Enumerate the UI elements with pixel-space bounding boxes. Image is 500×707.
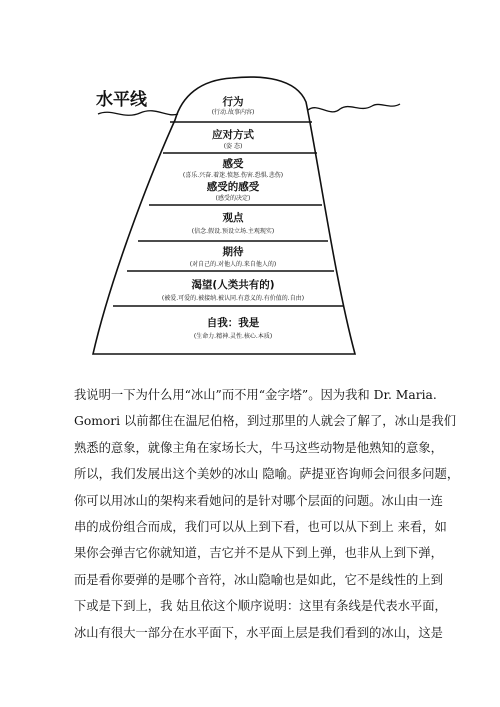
level-subtitle-feelings: (喜乐.兴奋.着迷.愤怒.伤害.恐惧.悲伤) (182, 172, 284, 179)
level-title-perceptions: 观点 (222, 212, 244, 224)
level-title-self: 自我：我是 (206, 317, 260, 329)
level-title-feelings: 感受 (222, 158, 244, 170)
body-text (74, 382, 460, 646)
level-subtitle-coping: (姿 态) (223, 143, 243, 150)
text-line: 所以，我们发展出这个美妙的冰山 隐喻。萨提亚咨询师会问很多问题， (74, 467, 460, 482)
level-title-feelings-about-feelings: 感受的感受 (206, 181, 260, 193)
text-line: Gomori 以前都住在温尼伯格，到过那里的人就会了解了，冰山是我们 (74, 414, 457, 429)
level-subtitle-expectations: (对自己的.对他人的.来自他人的) (189, 261, 277, 268)
level-title-yearnings: 渴望(人类共有的) (191, 279, 275, 291)
text-line: 冰山有很大一部分在水平面下，水平面上层是我们看到的冰山，这是 (74, 625, 443, 640)
text-line: 我说明一下为什么用“冰山”而不用“金字塔”。因为我和 Dr. Maria. (74, 388, 437, 402)
level-title-behavior: 行为 (222, 96, 244, 108)
level-subtitle-feelings-about-feelings: (感受的决定) (215, 195, 251, 202)
text-line: 熟悉的意象，就像主角在家场长大，牛马这些动物是他熟知的意象， (74, 440, 443, 455)
text-line: 果你会弹吉它你就知道，吉它并不是从下到上弹，也非从上到下弹， (74, 546, 443, 561)
text-line: 串的成份组合而成，我们可以从上到下看，也可以从下到上 来看，如 (74, 520, 447, 535)
text-line: 而是看你要弹的是哪个音符，冰山隐喻也是如此，它不是线性的上到 (74, 572, 443, 587)
level-title-coping: 应对方式 (212, 129, 254, 141)
level-title-expectations: 期待 (222, 246, 244, 258)
level-subtitle-yearnings: (被爱.可爱的.被接纳.被认同.有意义的.有价值的.自由) (161, 295, 305, 302)
text-line: 你可以用冰山的架构来看她问的是针对哪个层面的问题。冰山由一连 (74, 493, 443, 508)
text-line: 下或是下到上，我 姑且依这个顺序说明：这里有条线是代表水平面， (74, 599, 447, 614)
level-subtitle-self: (生命力.精神.灵性.核心.本质) (193, 333, 273, 340)
horizon-label: 水平线 (96, 90, 147, 110)
level-subtitle-perceptions: (信念.假设.预设立场.主观现实) (191, 228, 275, 235)
level-subtitle-behavior: (行动.故事内容) (211, 109, 255, 116)
